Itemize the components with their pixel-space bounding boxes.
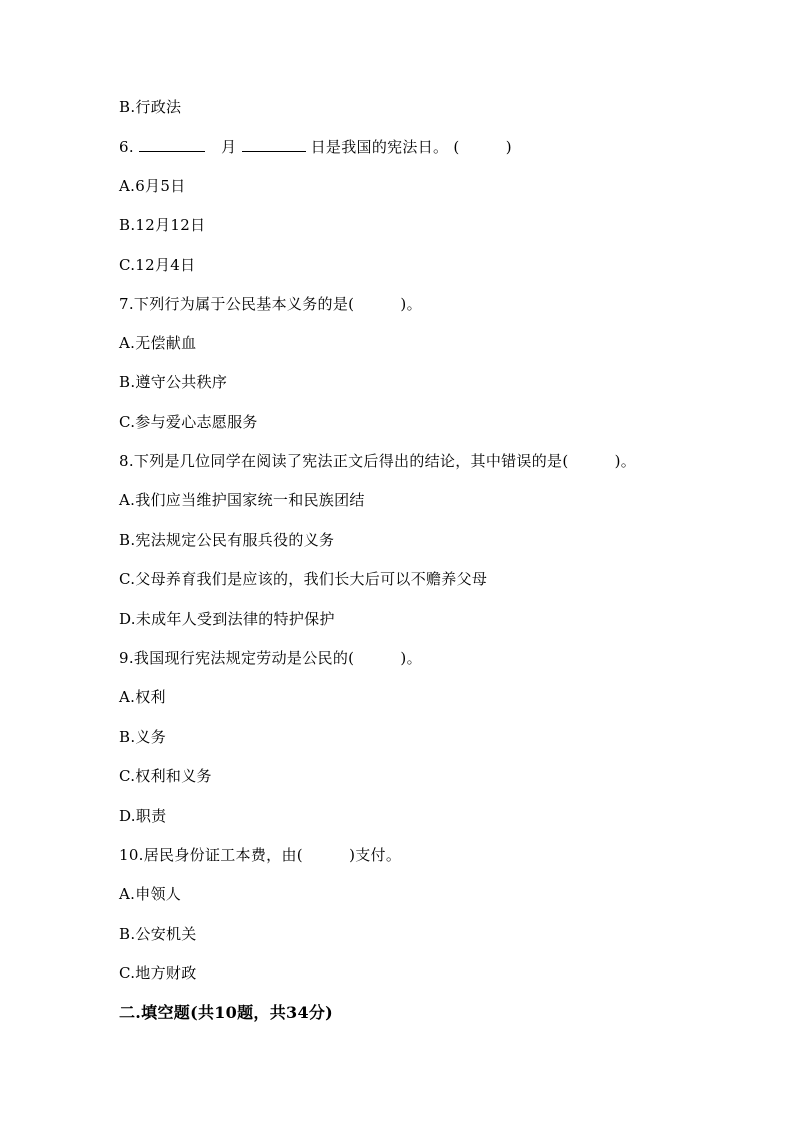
question-text: 月 (221, 138, 237, 156)
question-text: )。 (400, 649, 422, 667)
question-text: 7.下列行为属于公民基本义务的是( (119, 295, 355, 313)
option-line: A.我们应当维护国家统一和民族团结 (119, 491, 365, 509)
option-line: B.行政法 (119, 98, 182, 116)
option-line: C.地方财政 (119, 964, 197, 982)
option-line: C.父母养育我们是应该的，我们长大后可以不赡养父母 (119, 570, 488, 588)
question-text: )。 (614, 452, 637, 470)
option-line: A.权利 (119, 688, 166, 706)
section-heading: 二.填空题(共10题，共34分) (119, 1003, 334, 1022)
question-text: 9.我国现行宪法规定劳动是公民的( (119, 649, 355, 667)
option-line: B.公安机关 (119, 925, 197, 943)
option-line: D.职责 (119, 807, 167, 825)
question-text: 8.下列是几位同学在阅读了宪法正文后得出的结论，其中错误的是( (119, 452, 569, 470)
question-6 (119, 137, 512, 157)
answer-paren-open: ( (453, 138, 460, 156)
option-line: A.无偿献血 (119, 334, 197, 352)
question-7 (119, 294, 422, 314)
option-line: B.宪法规定公民有服兵役的义务 (119, 531, 335, 549)
question-text: 日是我国的宪法日。 (310, 138, 449, 156)
option-line: A.6月5日 (119, 177, 186, 195)
option-line: C.12月4日 (119, 256, 196, 274)
fill-blank-day (242, 137, 306, 152)
option-line: B.义务 (119, 728, 166, 746)
question-text: 10.居民身份证工本费，由( (119, 846, 303, 864)
question-text: )支付。 (349, 846, 402, 864)
option-line: A.申领人 (119, 885, 182, 903)
question-8 (119, 451, 636, 471)
question-text: )。 (400, 295, 422, 313)
option-line: B.遵守公共秩序 (119, 373, 228, 391)
option-line: B.12月12日 (119, 216, 206, 234)
option-line: C.参与爱心志愿服务 (119, 413, 258, 431)
answer-paren-close: ) (505, 138, 512, 156)
question-10 (119, 845, 401, 865)
option-line: D.未成年人受到法律的特护保护 (119, 610, 335, 628)
question-number: 6. (119, 138, 134, 156)
fill-blank-month (139, 137, 205, 152)
question-9 (119, 648, 422, 668)
option-line: C.权利和义务 (119, 767, 212, 785)
